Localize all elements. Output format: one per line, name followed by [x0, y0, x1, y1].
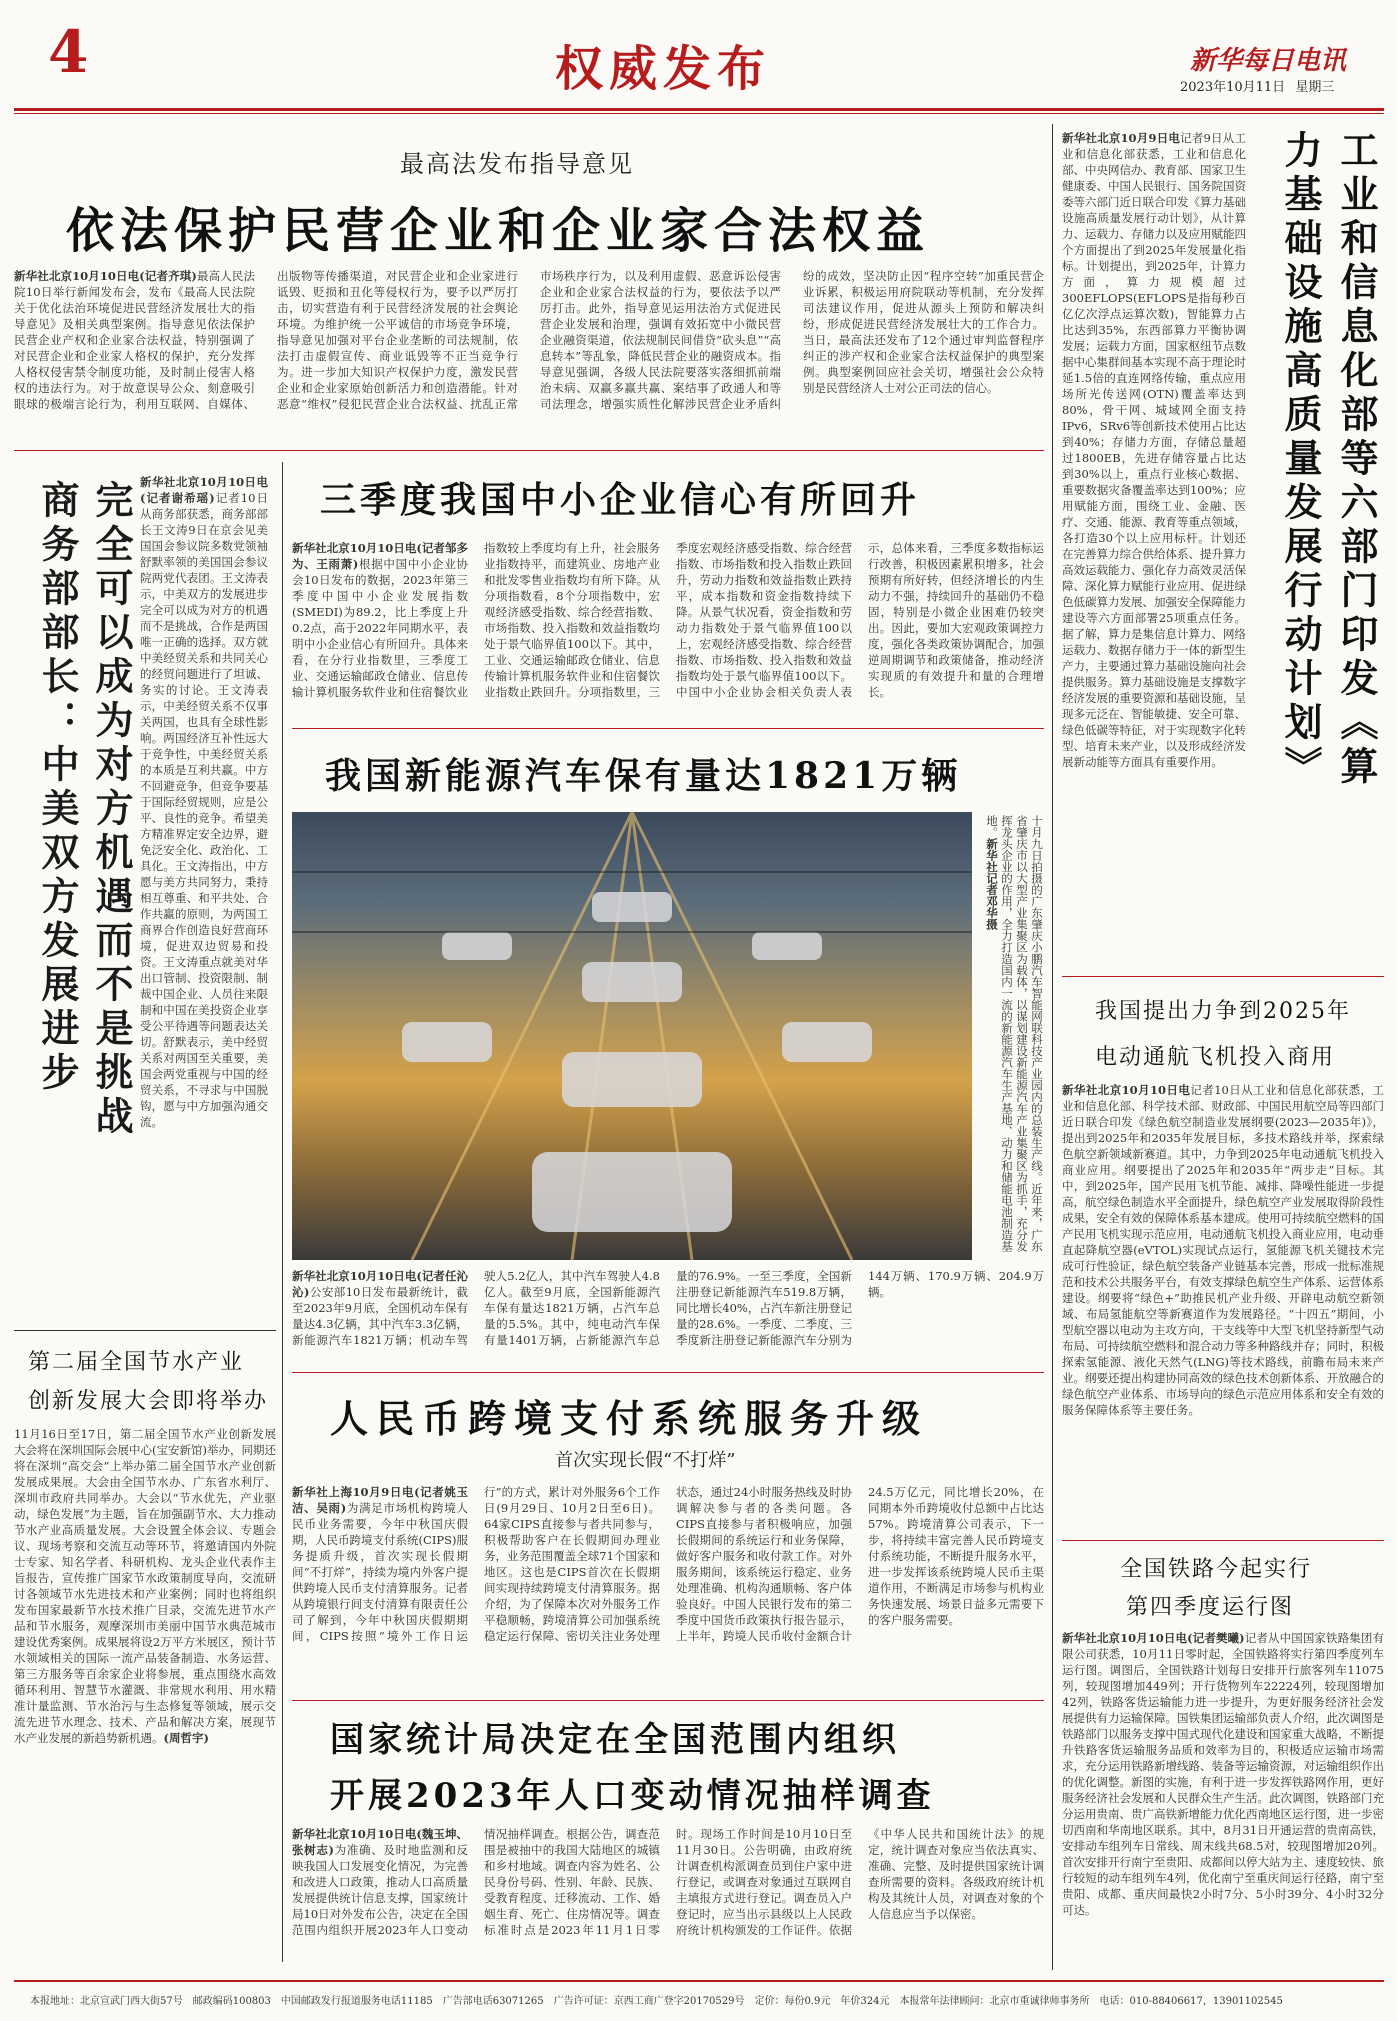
aviation-headline-2: 电动通航飞机投入商用	[1095, 1045, 1336, 1070]
court-body	[14, 268, 1044, 440]
court-body-text: 最高人民法院10日举行新闻发布会，发布《最高人民法院关于优化法治环境促进民营经济发展壮大的指导意见》及相关典型案例。指导意见依法保护民营企业产权和企业家合法权益，特别强调了对民营企业和企业家人格权的保护，充分发挥人格权侵害禁令制度功能，及时制止侵害人格权的违法行为。对于故意误导公众、刻意吸引眼球的极端言论行为，利用互联网、自媒体、出版物等传播渠道，对民营企业和企业家进行诋毁、贬损和丑化等侵权行为，要予以严厉打击，切实营造有利于民营经济发展的社会舆论环境。为维护统一公平诚信的市场竞争环境，指导意见加强对平台企业垄断的司法规制，依法打击虚假宣传、商业诋毁等不正当竞争行为。进一步加大知识产权保护力度，激发民营企业和企业家原始创新活力和创造潜能。针对恶意“维权”侵犯民营企业合法权益、扰乱正常市场秩序行为，以及利用虚假、恶意诉讼侵害企业和企业家合法权益的行为，要依法予以严厉打击。此外，指导意见运用法治方式促进民营企业发展和治理，强调有效拓宽中小微民营企业融资渠道，依法规制民间借贷“砍头息”“高息转本”等乱象，降低民营企业的融资成本。指导意见强调，各级人民法院要落实落细抓前端治未病、双赢多赢共赢、案结事了政通人和等司法理念，增强实质性化解涉民营企业矛盾纠纷的成效，坚决防止因“程序空转”加重民营企业诉累，积极运用府院联动等机制，充分发挥司法建议作用，促进从源头上预防和解决纠纷，形成促进民营经济发展壮大的工作合力。当日，最高法还发布了12个通过审判监督程序纠正的涉产权和企业家合法权益保护的典型案例。典型案例回应社会关切，增强社会公众特别是民营经济人士对公正司法的信心。	[14, 269, 1044, 411]
compute-divider	[1062, 976, 1384, 977]
cips-dateline: 新华社上海10月9日电(记者姚玉洁、吴雨)	[292, 1485, 468, 1515]
cips-headline: 人民币跨境支付系统服务升级	[330, 1396, 929, 1441]
footer-rule	[14, 1980, 1384, 1982]
footer-info: 本报地址：北京宣武门西大街57号 邮政编码100803 中国邮政发行报道服务电话11185 广告部电话63071265 广告许可证：京西工商广登字20170529号 定价：每份0.9元 年价324元 本报常年法律顾问：北京市重诚律师事务所 电话：010-88406617，13901102545	[30, 1996, 1283, 2007]
masthead-rule-thin	[14, 113, 1384, 114]
cips-body-text: 为满足市场机构跨境人民币业务需要，今年中秋国庆假期，人民币跨境支付系统(CIPS)服务提质升级，首次实现长假期间“不打烊”，持续为境内外客户提供跨境人民币支付清算服务。记者从跨境银行间支付清算有限责任公司了解到，今年中秋国庆假期期间，CIPS按照“境外工作日运行”的方式，累计对外服务6个工作日(9月29日、10月2日至6日)。64家CIPS直接参与者共同参与，积极帮助客户在长假期间办理业务，业务范围覆盖全球71个国家和地区。这也是CIPS首次在长假期间实现持续跨境支付清算服务。据介绍，为了保障本次对外服务工作平稳顺畅，跨境清算公司加强系统稳定运行保障、密切关注业务处理状态，通过24小时服务热线及时协调解决参与者的各类问题。各CIPS直接参与者积极响应，加强长假期间的系统运行和业务保障，做好客户服务和收付款工作。对外服务期间，该系统运行稳定、业务处理准确、机构沟通顺畅、客户体验良好。中国人民银行发布的第二季度中国货币政策执行报告显示，上半年，跨境人民币收付金额合计24.5万亿元，同比增长20%，在同期本外币跨境收付总额中占比达57%。跨境清算公司表示，下一步，将持续丰富完善人民币跨境支付系统功能，不断提升服务水平，进一步发挥该系统跨境人民币主渠道作用，不断满足市场参与机构业务快速发展、场景日益多元需要下的客户服务需要。	[292, 1485, 1044, 1643]
rail-body	[1062, 1630, 1384, 1970]
nev-headline: 我国新能源汽车保有量达1821万辆	[325, 755, 962, 797]
aviation-dateline: 新华社北京10月10日电	[1062, 1083, 1191, 1097]
court-divider	[14, 450, 1044, 451]
weekday-text: 星期三	[1295, 80, 1335, 95]
production-line-image	[292, 812, 972, 1260]
nev-photo	[292, 812, 972, 1260]
census-body	[292, 1826, 1044, 1970]
right-column-divider	[1052, 124, 1053, 1970]
compute-body-narrow	[1062, 130, 1246, 810]
water-headline-2: 创新发展大会即将举办	[28, 1389, 269, 1414]
commerce-divider	[14, 1330, 276, 1331]
court-dateline: 新华社北京10月10日电(记者齐琪)	[14, 269, 197, 283]
water-headline-1: 第二届全国节水产业	[28, 1350, 245, 1375]
left-column-divider	[282, 462, 283, 1962]
sme-body	[292, 540, 1044, 712]
issue-date	[1180, 76, 1334, 95]
census-dateline: 新华社北京10月10日电(魏玉坤、张树志)	[292, 1827, 468, 1857]
commerce-body-text: 记者10日从商务部获悉，商务部部长王文涛9日在京会见美国国会参议院多数党领袖舒默率领的美国国会参议院两党代表团。王文涛表示，中美双方的发展进步完全可以成为对方的机遇而不是挑战，合作是两国唯一正确的选择。双方就中美经贸关系和共同关心的经贸问题进行了坦诚、务实的讨论。王文涛表示，中美经贸关系不仅事关两国，也具有全球性影响。两国经济互补性远大于竞争性，中美经贸关系的本质是互利共赢。中方不回避竞争，但竞争要基于国际经贸规则，应是公平、良性的竞争。希望美方精准界定安全边界，避免泛安全化、政治化、工具化。王文涛指出，中方愿与美方共同努力，秉持相互尊重、和平共处、合作共赢的原则，为两国工商界合作创造良好营商环境，促进双边贸易和投资。王文涛重点就美对华出口管制、投资限制、制裁中国企业、人员往来限制和中国在美投资企业享受公平待遇等问题表达关切。舒默表示，美中经贸关系对两国至关重要，美国会两党重视与中国的经贸关系，不寻求与中国脱钩，愿与中方加强沟通交流。	[140, 491, 268, 1129]
aviation-body-text: 记者10日从工业和信息化部获悉，工业和信息化部、科学技术部、财政部、中国民用航空局等四部门近日联合印发《绿色航空制造业发展纲要(2023—2035年)》，提出到2025年和2035年发展目标，多技术路线并举，探索绿色航空新领域新赛道。其中，力争到2025年电动通航飞机投入商业应用。纲要提出了2025年和2035年“两步走”目标。其中，到2025年，国产民用飞机节能、减排、降噪性能进一步提高，航空绿色制造水平全面提升，绿色航空产业发展取得阶段性成果，安全有效的保障体系基本建成。使用可持续航空燃料的国产民用飞机实现示范应用，电动通航飞机投入商业应用，电动垂直起降航空器(eVTOL)实现试点运行，氢能源飞机关键技术完成可行性验证，绿色航空装备产业链基本完善，形成一批标准规范和技术公共服务平台，有效支撑绿色航空生产体系、运营体系建设。纲要将“绿色+”助推民机产业升级、开辟电动航空新领域、布局氢能航空等新赛道作为发展路径。“十四五”期间，小型航空器以电动为主攻方向，干支线等中大型飞机坚持新型气动布局、可持续航空燃料和混合动力等多种路线并存；同时，积极探索氢能源、液化天然气(LNG)等技术路线，前瞻布局未来产业。纲要还提出构建协同高效的绿色技术创新体系、开放融合的绿色航空产业体系、市场导向的绿色示范应用体系和安全有效的服务保障体系等主要任务。	[1062, 1083, 1384, 1417]
aviation-headline-1: 我国提出力争到2025年	[1095, 999, 1351, 1024]
nev-photo-credit: 新华社记者邓华摄	[985, 838, 999, 930]
rail-dateline: 新华社北京10月10日电(记者樊曦)	[1062, 1631, 1245, 1645]
compute-headline: 工业和信息化部等六部门印发《算力基础设施高质量发展行动计划》	[1278, 130, 1379, 790]
census-headline-2: 开展2023年人口变动情况抽样调查	[330, 1776, 935, 1816]
water-body-text: 11月16日至17日，第二届全国节水产业创新发展大会将在深圳国际会展中心(宝安新馆)举办，同期还将在深圳“高交会”上举办第二届全国节水产业创新发展成果展。大会由全国节水办、广东省水利厅、深圳市政府共同举办。大会以“节水优先，产业驱动，绿色发展”为主题，旨在加强副节水、大力推动节水产业高质量发展。大会设置全体会议、专题会议、现场考察和交流互动等环节，将邀请国内外院士专家、知名学者、科研机构、龙头企业代表作主旨报告，宣传推广国家节水政策制度导向，交流研讨各领域节水先进技术和产业案例；同时也将组织发布国家最新节水技术推广目录，交流先进节水产品和节水服务，观摩深圳市美丽中国节水典范城市建设优秀案例。成果展将设2万平方米展区，预计节水领域相关的国际一流产品装备制造、水务运营、第三方服务等百余家企业将参展，重点围绕水高效循环利用、智慧节水灌溉、非常规水利用、用水精准计量监测、节水治污与生态修复等领域，展示交流先进节水理念、技术、产品和解决方案，展现节水产业发展的新趋势新机遇。	[14, 1427, 276, 1745]
section-title: 权威发布	[555, 41, 772, 97]
masthead-rule	[14, 108, 1384, 111]
sme-headline: 三季度我国中小企业信心有所回升	[320, 479, 921, 521]
rail-headline-1: 全国铁路今起实行	[1120, 1557, 1313, 1582]
page-number: 4	[48, 18, 89, 86]
cips-divider	[292, 1700, 1044, 1701]
rail-headline-2: 第四季度运行图	[1126, 1595, 1295, 1620]
aviation-divider	[1062, 1540, 1384, 1541]
nev-dateline: 新华社北京10月10日电(记者任沁沁)	[292, 1269, 468, 1299]
sme-body-text: 根据中国中小企业协会10日发布的数据，2023年第三季度中国中小企业发展指数(SMEDI)为89.2，比上季度上升0.2点，高于2022年同期水平，表明中小企业信心有所回升。具体来看，在分行业指数里，三季度工业、交通运输邮政仓储业、信息传输计算机服务软件业和住宿餐饮业指数较上季度均有上升，社会服务业指数持平，而建筑业、房地产业和批发零售业指数均有所下降。从分项指数看，8个分项指数中，宏观经济感受指数、综合经营指数、市场指数、投入指数和效益指数均处于景气临界值100以下。其中，工业、交通运输邮政仓储业、信息传输计算机服务软件业和住宿餐饮业指数止跌回升。分项指数里，三季度宏观经济感受指数、综合经营指数、市场指数和投入指数止跌回升，劳动力指数和效益指数止跌持平，成本指数和资金指数持续下降。从景气状况看，资金指数和劳动力指数处于景气临界值100以上，宏观经济感受指数、综合经营指数、市场指数、投入指数和效益指数均处于景气临界值100以下。中国中小企业协会相关负责人表示，总体来看，三季度多数指标运行改善，积极因素累积增多，社会预期有所好转，但经济增长的内生动力不强，持续回升的基础仍不稳固，特别是小微企业困难仍较突出。因此，要加大宏观政策调控力度，强化各类政策协调配合，加强逆周期调节和政策储备，推动经济实现质的有效提升和量的合理增长。	[292, 541, 1044, 699]
water-byline: (周哲宇)	[163, 1731, 209, 1745]
nev-caption-text: 十月九日拍摄的广东肇庆小鹏汽车智能网联科技产业园内的总装生产线。近年来，广东省肇庆市以大型产业集聚区为载体，以谋划建设新能源汽车产业集聚区为抓手，充分发挥龙头企业的作用，全力打造国内一流的新能源汽车生产基地、动力和储能电池制造基地。	[985, 815, 1044, 1252]
nev-body-text: 公安部10日发布最新统计，截至2023年9月底，全国机动车保有量达4.3亿辆，其中汽车3.3亿辆，新能源汽车1821万辆；机动车驾驶人5.2亿人，其中汽车驾驶人4.8亿人。截至9月底，全国新能源汽车保有量达1821万辆，占汽车总量的5.5%。其中，纯电动汽车保有量1401万辆，占新能源汽车总量的76.9%。一至三季度，全国新注册登记新能源汽车519.8万辆，同比增长40%，占汽车新注册登记量的28.6%。一季度、二季度、三季度新注册登记新能源汽车分别为144万辆、170.9万辆、204.9万辆。	[292, 1269, 1044, 1347]
aviation-body	[1062, 1082, 1384, 1532]
cips-subhead: 首次实现长假“不打烊”	[555, 1450, 736, 1471]
commerce-body	[140, 474, 268, 1324]
brand-logo: 新华每日电讯	[1190, 46, 1347, 76]
date-text: 2023年10月11日	[1180, 80, 1286, 95]
nev-body	[292, 1268, 1044, 1358]
court-kicker: 最高法发布指导意见	[400, 150, 634, 178]
compute-dateline: 新华社北京10月9日电	[1062, 131, 1181, 145]
rail-body-text: 记者从中国国家铁路集团有限公司获悉，10月11日零时起，全国铁路将实行第四季度列车运行图。调图后，全国铁路计划每日安排开行旅客列车11075列，较现图增加449列；开行货物列车22224列，较现图增加42列，铁路客货运输能力进一步提升，为更好服务经济社会发展提供有力运输保障。国铁集团运输部负责人介绍，此次调图是铁路部门以服务支撑中国式现代化建设和国家重大战略，不断提升铁路客货运输服务品质和效率为目的，积极适应运输市场需求，充分运用铁路新增线路、装备等运输资源，对运输组织作出的优化调整。新图的实施，有利于进一步发挥铁路网作用，更好服务经济社会发展和人民群众生产生活。此次调图，铁路部门充分运用贵南、贵广高铁新增能力优化西南地区运行图，进一步密切西南和华南地区联系。其中，8月31日开通运营的贵南高铁，安排动车组列车日常线、周末线共68.5对，较现图增加20列。首次安排开行南宁至贵阳、成都间以停大站为主、速度较快、旅行较短的动车组列车4列，优化南宁至重庆间运行径路，南宁至贵阳、成都、重庆间最快2小时7分、5小时39分、4小时32分可达。	[1062, 1631, 1384, 1917]
sme-divider	[292, 728, 1044, 729]
commerce-dateline: 新华社北京10月10日电(记者谢希瑶)	[140, 475, 268, 505]
nev-divider	[292, 1372, 1044, 1373]
commerce-headline-right: 完全可以成为对方机遇而不是挑战	[89, 480, 134, 1140]
sme-dateline: 新华社北京10月10日电(记者邹多为、王雨萧)	[292, 541, 468, 571]
census-body-text: 为准确、及时地监测和反映我国人口发展变化情况，为完善和改进人口政策，推动人口高质量发展提供统计信息支撑，国家统计局10日对外发布公告，决定在全国范围内组织开展2023年人口变动情况抽样调查。根据公告，调查范围是被抽中的我国大陆地区的城镇和乡村地域。调查内容为姓名、公民身份号码、性别、年龄、民族、受教育程度、迁移流动、工作、婚姻生育、死亡、住房情况等。调查标准时点是2023年11月1日零时。现场工作时间是10月10日至11月30日。公告明确，由政府统计调查机构派调查员到住户家中进行登记，或调查对象通过互联网自主填报方式进行登记。调查员入户登记时，应当出示县级以上人民政府统计机构颁发的工作证件。依据《中华人民共和国统计法》的规定，统计调查对象应当依法真实、准确、完整、及时提供国家统计调查所需要的资料。各级政府统计机构及其统计人员，对调查对象的个人信息应当予以保密。	[292, 1827, 1044, 1937]
water-body	[14, 1426, 276, 1960]
cips-body	[292, 1484, 1044, 1692]
commerce-headline-left: 商务部部长：中美双方发展进步	[35, 480, 80, 1096]
compute-body-text: 记者9日从工业和信息化部获悉，工业和信息化部、中央网信办、教育部、国家卫生健康委、中国人民银行、国务院国资委等六部门近日联合印发《算力基础设施高质量发展行动计划》，从计算力、运载力、存储力以及应用赋能四个方面提出了到2025年发展量化指标。计划提出，到2025年，计算力方面，算力规模超过300EFLOPS(EFLOPS是指每秒百亿亿次浮点运算次数)，智能算力占比达到35%，东西部算力平衡协调发展；运载力方面，国家枢纽节点数据中心集群间基本实现不高于理论时延1.5倍的直连网络传输，重点应用场所光传送网(OTN)覆盖率达到80%，骨干网、城域网全面支持IPv6，SRv6等创新技术使用占比达到40%；存储力方面，存储总量超过1800EB，先进存储容量占比达到30%以上，重点行业核心数据、重要数据灾备覆盖率达到100%；应用赋能方面，围绕工业、金融、医疗、交通、能源、教育等重点领域，各打造30个以上应用标杆。计划还在完善算力综合供给体系、提升算力高效运载能力、强化存力高效灵活保障、深化算力赋能行业应用、促进绿色低碳算力发展、加强安全保障能力建设等六方面部署25项重点任务。据了解，算力是集信息计算力、网络运载力、数据存储力于一体的新型生产力，主要通过算力基础设施向社会提供服务。算力基础设施是支撑数字经济发展的重要资源和基础设施，呈现多元泛在、智能敏捷、安全可靠、绿色低碳等特征，对于实现数字化转型、培育未来产业，以及形成经济发展新动能等方面具有重要作用。	[1062, 131, 1246, 769]
nev-photo-caption	[978, 815, 1044, 1260]
court-headline: 依法保护民营企业和企业家合法权益	[66, 203, 931, 259]
census-headline-1: 国家统计局决定在全国范围内组织	[330, 1720, 900, 1760]
